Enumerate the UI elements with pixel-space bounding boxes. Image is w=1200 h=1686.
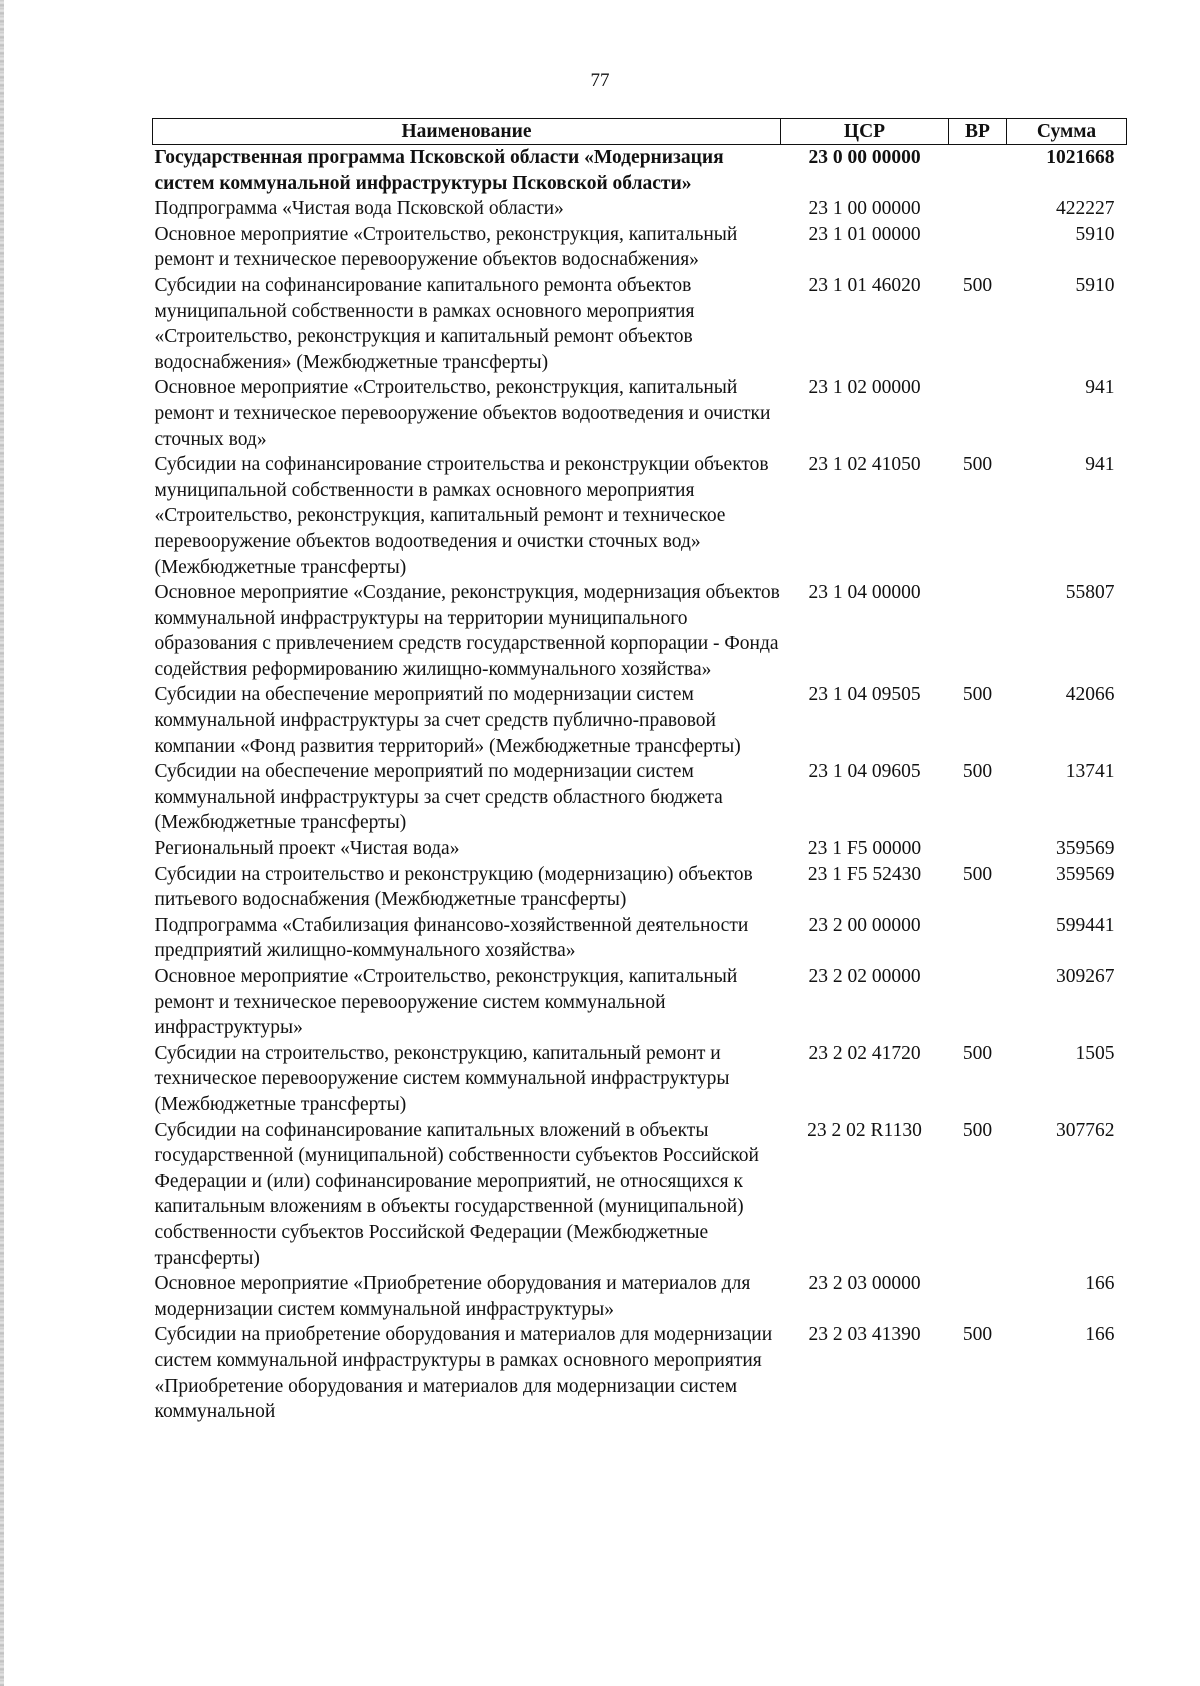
row-name: Основное мероприятие «Приобретение оборудования и материалов для модернизации систем коммунальной инфраструктуры» (154, 1273, 751, 1320)
row-name: Региональный проект «Чистая вода» (154, 838, 460, 860)
table-row (153, 682, 1127, 759)
row-csr: 23 1 00 00000 (808, 198, 921, 220)
table-row (153, 964, 1127, 1041)
row-csr: 23 2 02 R1130 (807, 1119, 922, 1141)
row-sum: 13741 (1065, 761, 1115, 783)
table-row (153, 913, 1127, 964)
row-name: Субсидии на софинансирование строительства и реконструкции объектов муниципальной собственности в рамках основного мероприятия «Строительство, реконструкция, капитальный ремонт и техническое перевооружение объектов водоотведения и очистки сточных вод» (Межбюджетные трансферты) (154, 454, 769, 578)
page-number: 77 (590, 70, 610, 91)
row-name: Субсидии на софинансирование капитальных вложений в объекты государственной (муниципальной) собственности субъектов Российской Федерации и (или) софинансирование мероприятий, не относящихся к капитальным вложениям в объекты государственной (муниципальной) собственности субъектов Российской Федерации (Межбюджетные трансферты) (154, 1119, 759, 1269)
row-name: Основное мероприятие «Создание, реконструкция, модернизация объектов коммунальной инфраструктуры на территории муниципального образования с привлечением средств государственной корпорации - Фонда содействия реформированию жилищно-коммунального хозяйства» (154, 582, 780, 680)
row-sum: 941 (1085, 454, 1115, 476)
row-sum: 309267 (1056, 966, 1115, 987)
row-vr (949, 580, 1007, 682)
table-row (153, 862, 1127, 913)
row-vr (949, 222, 1007, 273)
row-sum: 307762 (1056, 1119, 1115, 1141)
row-vr: 500 (962, 684, 993, 706)
row-sum: 166 (1085, 1273, 1115, 1295)
row-name: Основное мероприятие «Строительство, реконструкция, капитальный ремонт и техническое перевооружение систем коммунальной инфраструктуры» (154, 966, 738, 1039)
table-header (153, 119, 1127, 145)
table-row (153, 222, 1127, 273)
row-vr (949, 913, 1007, 964)
header-row (153, 119, 1127, 145)
budget-table (152, 118, 1127, 1425)
row-sum: 941 (1085, 377, 1115, 399)
row-name: Основное мероприятие «Строительство, реконструкция, капитальный ремонт и техническое перевооружение объектов водоснабжения» (154, 223, 738, 271)
row-vr (949, 964, 1007, 1041)
scan-page-edge (0, 0, 4, 1686)
row-csr: 23 1 F5 00000 (807, 838, 922, 860)
row-sum: 599441 (1056, 914, 1115, 936)
row-csr: 23 1 04 09505 (808, 684, 921, 706)
table-row (153, 1322, 1127, 1424)
row-vr (949, 375, 1007, 452)
row-csr: 23 0 00 00000 (808, 147, 921, 168)
table-row (153, 452, 1127, 580)
table-row (153, 836, 1127, 862)
row-name: Субсидии на строительство и реконструкцию (модернизацию) объектов питьевого водоснабжения (Межбюджетные трансферты) (154, 863, 753, 911)
row-sum: 1505 (1075, 1042, 1115, 1064)
row-csr: 23 2 03 00000 (808, 1273, 921, 1295)
table-row (153, 580, 1127, 682)
row-csr: 23 1 04 00000 (808, 582, 921, 604)
row-vr (949, 836, 1007, 862)
row-csr: 23 2 02 00000 (808, 966, 921, 987)
row-vr: 500 (962, 863, 993, 885)
table-row (153, 1118, 1127, 1272)
row-sum: 42066 (1065, 684, 1115, 706)
header-sum: Сумма (1007, 119, 1127, 145)
table-row (153, 375, 1127, 452)
row-vr (949, 1271, 1007, 1322)
row-csr: 23 1 F5 52430 (807, 863, 922, 885)
row-vr (949, 145, 1007, 197)
table-row (153, 1271, 1127, 1322)
table-row (153, 145, 1127, 197)
row-name: Основное мероприятие «Строительство, реконструкция, капитальный ремонт и техническое перевооружение объектов водоотведения и очистки сточных вод» (154, 377, 771, 450)
header-name: Наименование (153, 119, 781, 145)
row-csr: 23 1 01 00000 (808, 223, 921, 245)
row-name: Субсидии на обеспечение мероприятий по модернизации систем коммунальной инфраструктуры за счет средств публично-правовой компании «Фонд развития территорий» (Межбюджетные трансферты) (154, 684, 741, 757)
row-vr: 500 (962, 454, 993, 476)
row-vr: 500 (962, 274, 993, 296)
row-csr: 23 2 00 00000 (808, 914, 921, 936)
header-csr: ЦСР (781, 119, 949, 145)
table-row (153, 1041, 1127, 1118)
row-sum: 55807 (1065, 582, 1115, 604)
header-vr: ВР (949, 119, 1007, 145)
row-csr: 23 1 01 46020 (808, 274, 921, 296)
row-sum: 359569 (1056, 863, 1115, 885)
row-name: Подпрограмма «Стабилизация финансово-хозяйственной деятельности предприятий жилищно-коммунального хозяйства» (154, 914, 749, 962)
row-name: Субсидии на софинансирование капитального ремонта объектов муниципальной собственности в рамках основного мероприятия «Строительство, реконструкция и капитальный ремонт объектов водоснабжения» (Межбюджетные трансферты) (154, 274, 695, 373)
row-csr: 23 1 02 00000 (808, 377, 921, 399)
row-sum: 359569 (1056, 838, 1115, 860)
row-name: Подпрограмма «Чистая вода Псковской области» (154, 198, 564, 220)
table-body (153, 145, 1127, 1425)
row-csr: 23 1 04 09605 (808, 761, 921, 783)
row-csr: 23 2 03 41390 (808, 1324, 921, 1346)
row-name: Субсидии на приобретение оборудования и материалов для модернизации систем коммунальной инфраструктуры в рамках основного мероприятия «Приобретение оборудования и материалов для модернизации систем коммунальной (154, 1324, 773, 1423)
row-vr: 500 (962, 1324, 993, 1346)
row-vr: 500 (962, 761, 993, 783)
row-vr (949, 196, 1007, 222)
row-name: Субсидии на обеспечение мероприятий по модернизации систем коммунальной инфраструктуры за счет средств областного бюджета (Межбюджетные трансферты) (154, 761, 723, 834)
table-row (153, 273, 1127, 375)
row-sum: 5910 (1075, 274, 1115, 296)
row-sum: 422227 (1056, 198, 1115, 220)
row-name: Субсидии на строительство, реконструкцию, капитальный ремонт и техническое перевооружение систем коммунальной инфраструктуры (Межбюджетные трансферты) (154, 1042, 730, 1115)
row-sum: 1021668 (1046, 147, 1115, 168)
row-csr: 23 1 02 41050 (808, 454, 921, 476)
row-name: Государственная программа Псковской области «Модернизация систем коммунальной инфраструктуры Псковской области» (154, 147, 724, 194)
row-vr: 500 (962, 1119, 993, 1141)
row-sum: 5910 (1075, 223, 1115, 245)
row-sum: 166 (1085, 1324, 1115, 1346)
table-row (153, 196, 1127, 222)
row-vr: 500 (962, 1042, 993, 1064)
row-csr: 23 2 02 41720 (808, 1042, 921, 1064)
table-row (153, 759, 1127, 836)
